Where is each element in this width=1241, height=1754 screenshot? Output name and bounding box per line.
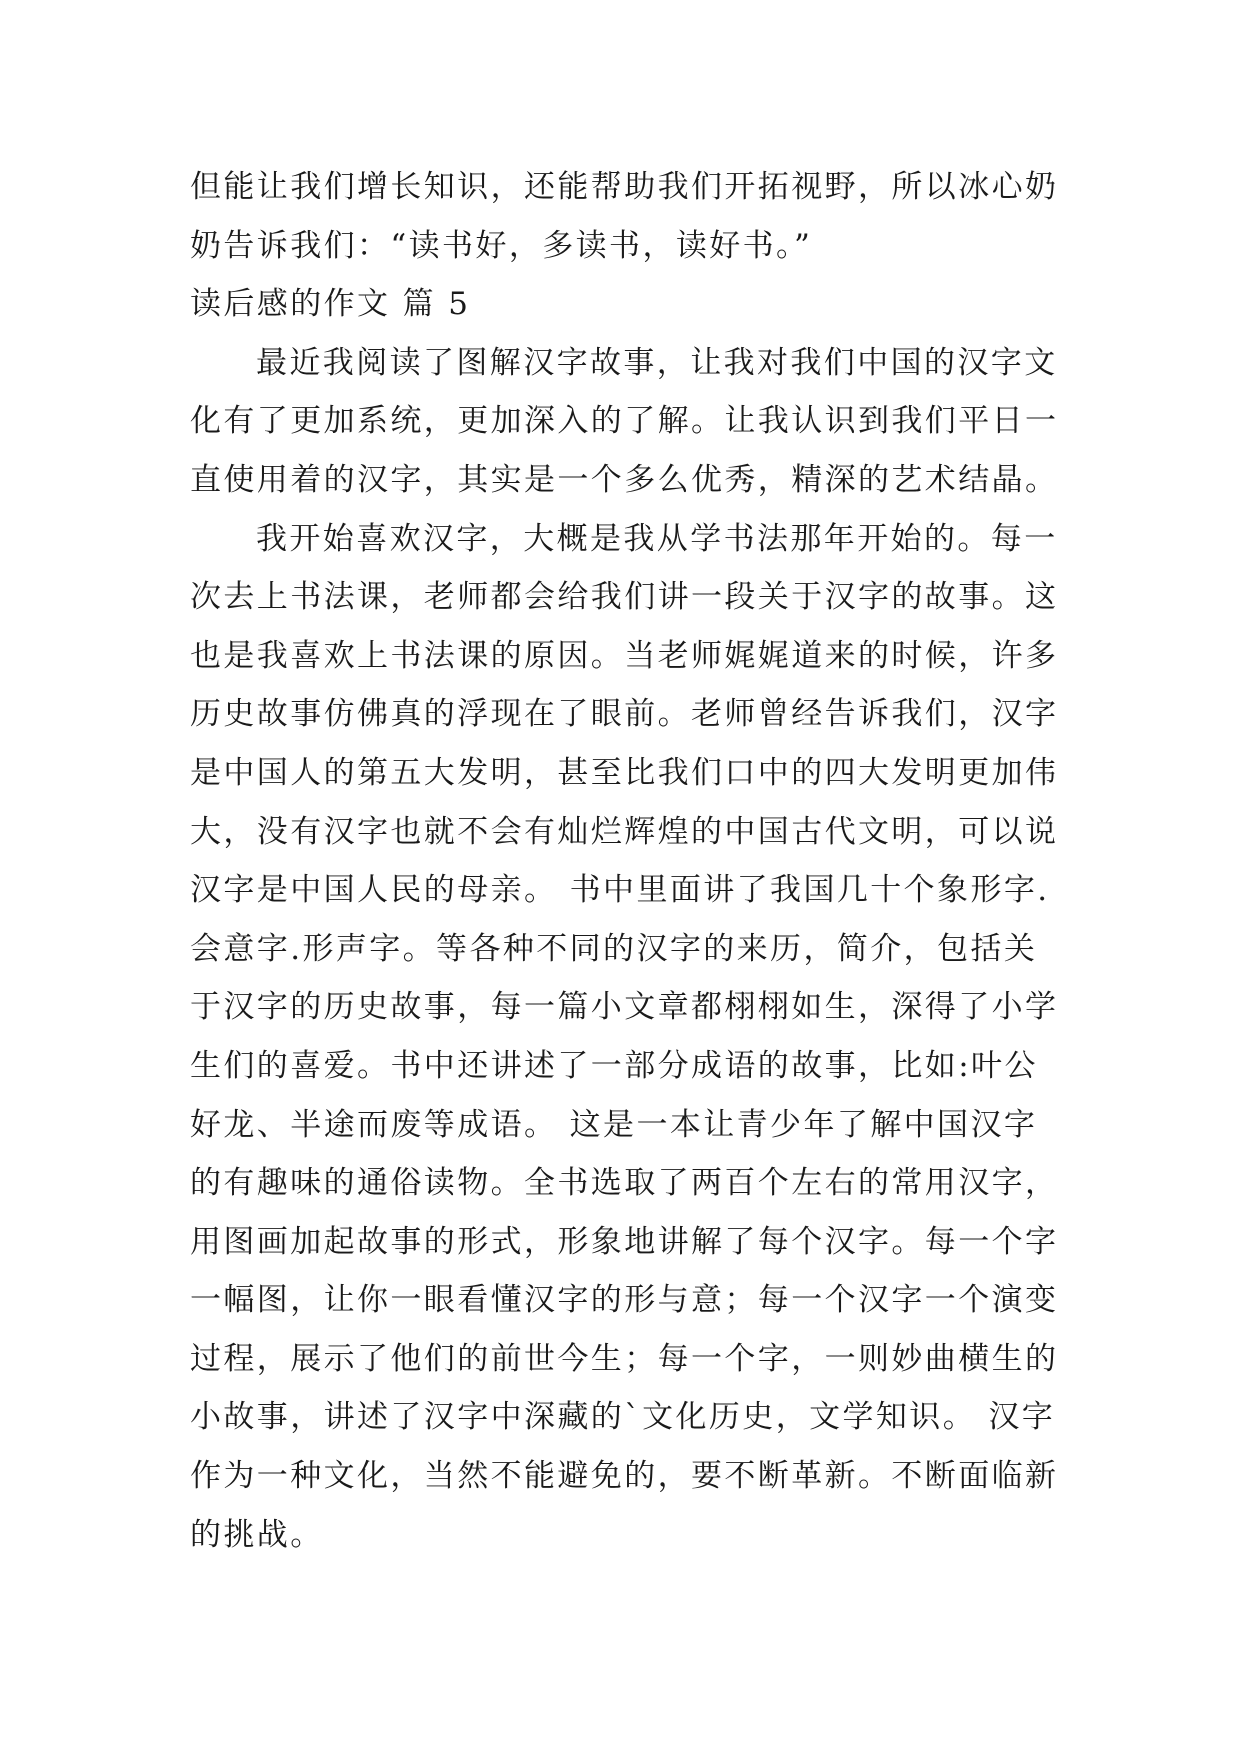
text-line: 会意字.形声字。等各种不同的汉字的来历，简介，包括关: [190, 930, 1038, 967]
text-line: 生们的喜爱。书中还讲述了一部分成语的故事，比如:叶公: [190, 1047, 1038, 1084]
text-line: 用图画加起故事的形式，形象地讲解了每个汉字。每一个字: [190, 1223, 1059, 1260]
text-line: 是中国人的第五大发明，甚至比我们口中的四大发明更加伟: [190, 754, 1059, 791]
text-line: 好龙、半途而废等成语。 这是一本让青少年了解中国汉字: [190, 1106, 1038, 1143]
text-line: 直使用着的汉字，其实是一个多么优秀，精深的艺术结晶。: [190, 461, 1059, 498]
text-line: 历史故事仿佛真的浮现在了眼前。老师曾经告诉我们，汉字: [190, 696, 1059, 733]
text-line: 的挑战。: [190, 1516, 324, 1553]
text-line: 的有趣味的通俗读物。全书选取了两百个左右的常用汉字，: [190, 1165, 1059, 1202]
document-body: [190, 158, 1065, 1564]
text-line: 小故事，讲述了汉字中深藏的`文化历史，文学知识。 汉字: [190, 1399, 1056, 1436]
text-line: 作为一种文化，当然不能避免的，要不断革新。不断面临新: [190, 1458, 1059, 1495]
text-line: 最近我阅读了图解汉字故事，让我对我们中国的汉字文: [256, 344, 1058, 381]
text-line: 一幅图，让你一眼看懂汉字的形与意；每一个汉字一个演变: [190, 1282, 1059, 1319]
text-line: 于汉字的历史故事，每一篇小文章都栩栩如生，深得了小学: [190, 989, 1059, 1026]
text-line: 我开始喜欢汉字，大概是我从学书法那年开始的。每一: [256, 520, 1058, 557]
text-line: 奶告诉我们：“读书好，多读书，读好书。”: [190, 227, 813, 264]
text-line: 大，没有汉字也就不会有灿烂辉煌的中国古代文明，可以说: [190, 813, 1059, 850]
text-line: 但能让我们增长知识，还能帮助我们开拓视野，所以冰心奶: [190, 169, 1059, 205]
text-line: 过程，展示了他们的前世今生；每一个字，一则妙曲横生的: [190, 1340, 1059, 1377]
section-heading: 读后感的作文 篇 5: [190, 286, 471, 323]
text-line: 也是我喜欢上书法课的原因。当老师娓娓道来的时候，许多: [190, 637, 1059, 674]
text-line: 次去上书法课，老师都会给我们讲一段关于汉字的故事。这: [190, 579, 1059, 616]
text-line: 化有了更加系统，更加深入的了解。让我认识到我们平日一: [190, 403, 1059, 440]
text-line: 汉字是中国人民的母亲。 书中里面讲了我国几十个象形字.: [190, 872, 1050, 909]
